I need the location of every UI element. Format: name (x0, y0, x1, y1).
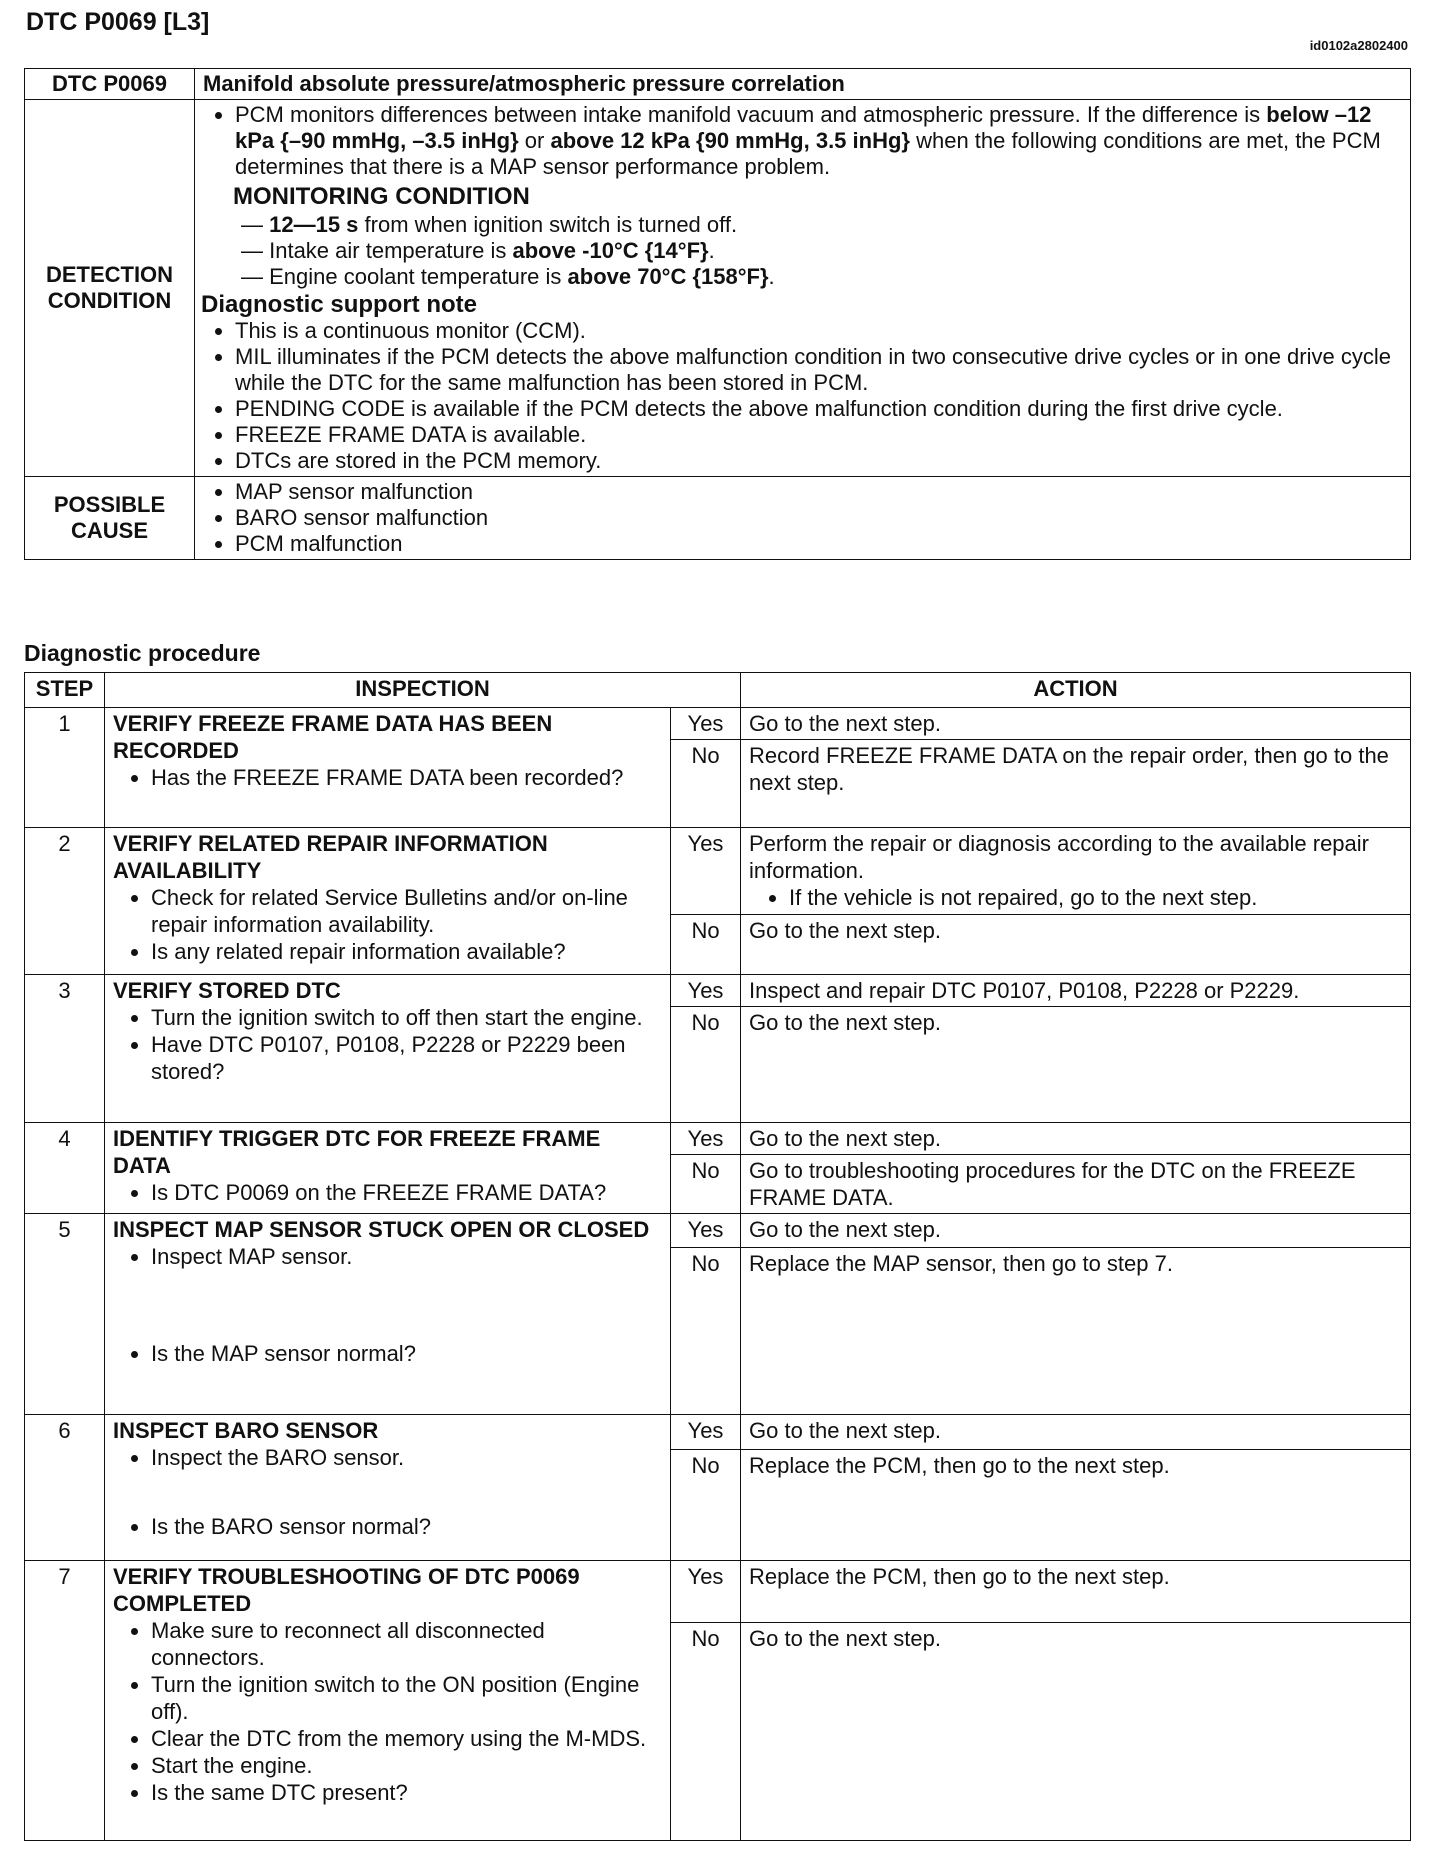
yes-label: Yes (671, 1214, 741, 1248)
step-number: 3 (25, 975, 105, 1123)
inspection-title: INSPECT MAP SENSOR STUCK OPEN OR CLOSED (113, 1217, 650, 1242)
monitoring-condition-1 (241, 212, 1404, 238)
inspection-title: IDENTIFY TRIGGER DTC FOR FREEZE FRAME DATA (113, 1126, 601, 1178)
inspection-title: VERIFY FREEZE FRAME DATA HAS BEEN RECORDED (113, 711, 553, 763)
dtc-table (24, 68, 1411, 560)
no-label: No (671, 740, 741, 828)
table-row (25, 708, 1411, 740)
inspection-cell (105, 1561, 671, 1841)
support-note-item: • DTCs are stored in the PCM memory. (235, 448, 1404, 474)
no-label: No (671, 915, 741, 975)
inspection-item: • Start the engine. (151, 1752, 662, 1779)
no-action: Go to troubleshooting procedures for the DTC on the FREEZE FRAME DATA. (741, 1155, 1411, 1214)
monitor-text-or: or (518, 128, 551, 153)
monitor-text-pre: PCM monitors differences between intake manifold vacuum and atmospheric pressure. If the difference is (235, 102, 1267, 127)
no-label: No (671, 1007, 741, 1123)
inspection-list (113, 884, 662, 965)
inspection-item: • Turn the ignition switch to the ON position (Engine off). (151, 1671, 662, 1725)
cause-item: • MAP sensor malfunction (235, 479, 1404, 505)
yes-action: Inspect and repair DTC P0107, P0108, P2228 or P2229. (741, 975, 1411, 1007)
monitor-list (201, 102, 1404, 180)
inspection-item: • Have DTC P0107, P0108, P2228 or P2229 been stored? (151, 1031, 662, 1085)
inspection-item: • Is any related repair information available? (151, 938, 662, 965)
monitor-threshold-above: above 12 kPa {90 mmHg, 3.5 inHg} (550, 128, 910, 153)
inspection-title: INSPECT BARO SENSOR (113, 1418, 379, 1443)
page-title: DTC P0069 [L3] (26, 8, 210, 36)
step-number: 4 (25, 1123, 105, 1214)
cond1-post: from when ignition switch is turned off. (358, 212, 738, 237)
support-note-item: • FREEZE FRAME DATA is available. (235, 422, 1404, 448)
inspection-item: • Inspect the BARO sensor. (151, 1444, 662, 1471)
section-title: Diagnostic procedure (24, 640, 261, 666)
inspection-cell (105, 708, 671, 828)
no-label: No (671, 1623, 741, 1841)
step-number: 7 (25, 1561, 105, 1841)
support-note-item: • This is a continuous monitor (CCM). (235, 318, 1404, 344)
monitor-threshold-below: below –12 kPa {–90 mmHg, –3.5 inHg} (235, 102, 1372, 153)
cond3-value: above 70°C {158°F} (567, 264, 769, 289)
yes-label: Yes (671, 975, 741, 1007)
inspection-item: • Is DTC P0069 on the FREEZE FRAME DATA? (151, 1179, 662, 1206)
inspection-item: • Has the FREEZE FRAME DATA been recorded? (151, 764, 662, 791)
no-action: Go to the next step. (741, 1007, 1411, 1123)
inspection-item: • Is the MAP sensor normal? (151, 1340, 662, 1367)
support-note-item: • PENDING CODE is available if the PCM detects the above malfunction condition during the first drive cycle. (235, 396, 1404, 422)
inspection-title: VERIFY STORED DTC (113, 978, 341, 1003)
procedure-header-row (25, 673, 1411, 708)
monitoring-condition-3 (241, 264, 1404, 290)
step-number: 6 (25, 1415, 105, 1561)
inspection-title: VERIFY TROUBLESHOOTING OF DTC P0069 COMPLETED (113, 1564, 580, 1616)
cond3-post: . (768, 264, 775, 289)
yes-label: Yes (671, 1123, 741, 1155)
step-number: 2 (25, 828, 105, 975)
no-action: Go to the next step. (741, 915, 1411, 975)
cause-list (201, 479, 1404, 557)
no-action: Record FREEZE FRAME DATA on the repair order, then go to the next step. (741, 740, 1411, 828)
detection-condition-row (25, 100, 1411, 477)
yes-action: Perform the repair or diagnosis according to the available repair information. (749, 831, 1369, 883)
table-row (25, 828, 1411, 915)
support-note-list (201, 318, 1404, 474)
yes-label: Yes (671, 1561, 741, 1623)
inspection-cell (105, 975, 671, 1123)
no-label: No (671, 1450, 741, 1561)
yes-action: Go to the next step. (741, 708, 1411, 740)
cond2-post: . (708, 238, 715, 263)
inspection-item: • Inspect MAP sensor. (151, 1243, 662, 1270)
yes-action: Replace the PCM, then go to the next step. (741, 1561, 1411, 1623)
no-label: No (671, 1248, 741, 1415)
inspection-cell (105, 1123, 671, 1214)
possible-cause-label: POSSIBLE CAUSE (25, 477, 195, 560)
inspection-list (113, 1617, 662, 1806)
yes-label: Yes (671, 828, 741, 915)
inspection-list (113, 1004, 662, 1085)
step-number: 1 (25, 708, 105, 828)
monitoring-condition-title: MONITORING CONDITION (233, 183, 530, 210)
inspection-item: • Is the BARO sensor normal? (151, 1513, 662, 1540)
inspection-list (113, 1179, 662, 1206)
monitor-text-post: when the following conditions are met, the PCM determines that there is a MAP sensor performance problem. (235, 128, 1381, 179)
monitoring-condition-2 (241, 238, 1404, 264)
inspection-cell (105, 1214, 671, 1415)
yes-sub-item: • If the vehicle is not repaired, go to the next step. (789, 884, 1402, 911)
inspection-list (113, 1444, 662, 1540)
detection-condition-cell (195, 100, 1411, 477)
inspection-item: • Check for related Service Bulletins and/or on-line repair information availability. (151, 884, 662, 938)
table-row (25, 1561, 1411, 1623)
yes-label: Yes (671, 1415, 741, 1450)
no-action: Replace the PCM, then go to the next step. (741, 1450, 1411, 1561)
dtc-header-row (25, 69, 1411, 100)
col-step: STEP (25, 673, 105, 708)
step-number: 5 (25, 1214, 105, 1415)
cause-item: • BARO sensor malfunction (235, 505, 1404, 531)
possible-cause-cell (195, 477, 1411, 560)
possible-cause-row (25, 477, 1411, 560)
inspection-cell (105, 828, 671, 975)
table-row (25, 1214, 1411, 1248)
cond3-pre: — Engine coolant temperature is (241, 264, 568, 289)
support-note-item: • MIL illuminates if the PCM detects the above malfunction condition in two consecutive drive cycles or in one drive cycle while the DTC for the same malfunction has been stored in PCM. (235, 344, 1404, 396)
yes-sub-list (749, 884, 1402, 911)
yes-action: Go to the next step. (741, 1415, 1411, 1450)
table-row (25, 1415, 1411, 1450)
diagnostic-support-note-title: Diagnostic support note (201, 291, 477, 318)
cond1-pre: — (241, 212, 270, 237)
col-action: ACTION (741, 673, 1411, 708)
dtc-code-cell: DTC P0069 (25, 69, 195, 100)
cond1-value: 12—15 s (269, 212, 359, 237)
cause-item: • PCM malfunction (235, 531, 1404, 557)
inspection-item: • Make sure to reconnect all disconnected connectors. (151, 1617, 662, 1671)
cond2-pre: — Intake air temperature is (241, 238, 513, 263)
procedure-table (24, 672, 1411, 1841)
no-action: Replace the MAP sensor, then go to step 7. (741, 1248, 1411, 1415)
cond2-value: above -10°C {14°F} (512, 238, 709, 263)
inspection-item: • Turn the ignition switch to off then start the engine. (151, 1004, 662, 1031)
yes-action: Go to the next step. (741, 1214, 1411, 1248)
detection-condition-label: DETECTION CONDITION (25, 100, 195, 477)
inspection-title: VERIFY RELATED REPAIR INFORMATION AVAILABILITY (113, 831, 548, 883)
no-label: No (671, 1155, 741, 1214)
document-id: id0102a2802400 (1309, 38, 1408, 53)
yes-label: Yes (671, 708, 741, 740)
yes-action-cell (741, 828, 1411, 915)
inspection-list (113, 764, 662, 791)
inspection-list (113, 1243, 662, 1367)
inspection-item: • Clear the DTC from the memory using the M-MDS. (151, 1725, 662, 1752)
inspection-item: • Is the same DTC present? (151, 1779, 662, 1806)
table-row (25, 1123, 1411, 1155)
inspection-cell (105, 1415, 671, 1561)
no-action: Go to the next step. (741, 1623, 1411, 1841)
col-inspection: INSPECTION (105, 673, 741, 708)
table-row (25, 975, 1411, 1007)
monitor-description (235, 102, 1404, 180)
dtc-description-cell: Manifold absolute pressure/atmospheric pressure correlation (195, 69, 1411, 100)
yes-action: Go to the next step. (741, 1123, 1411, 1155)
